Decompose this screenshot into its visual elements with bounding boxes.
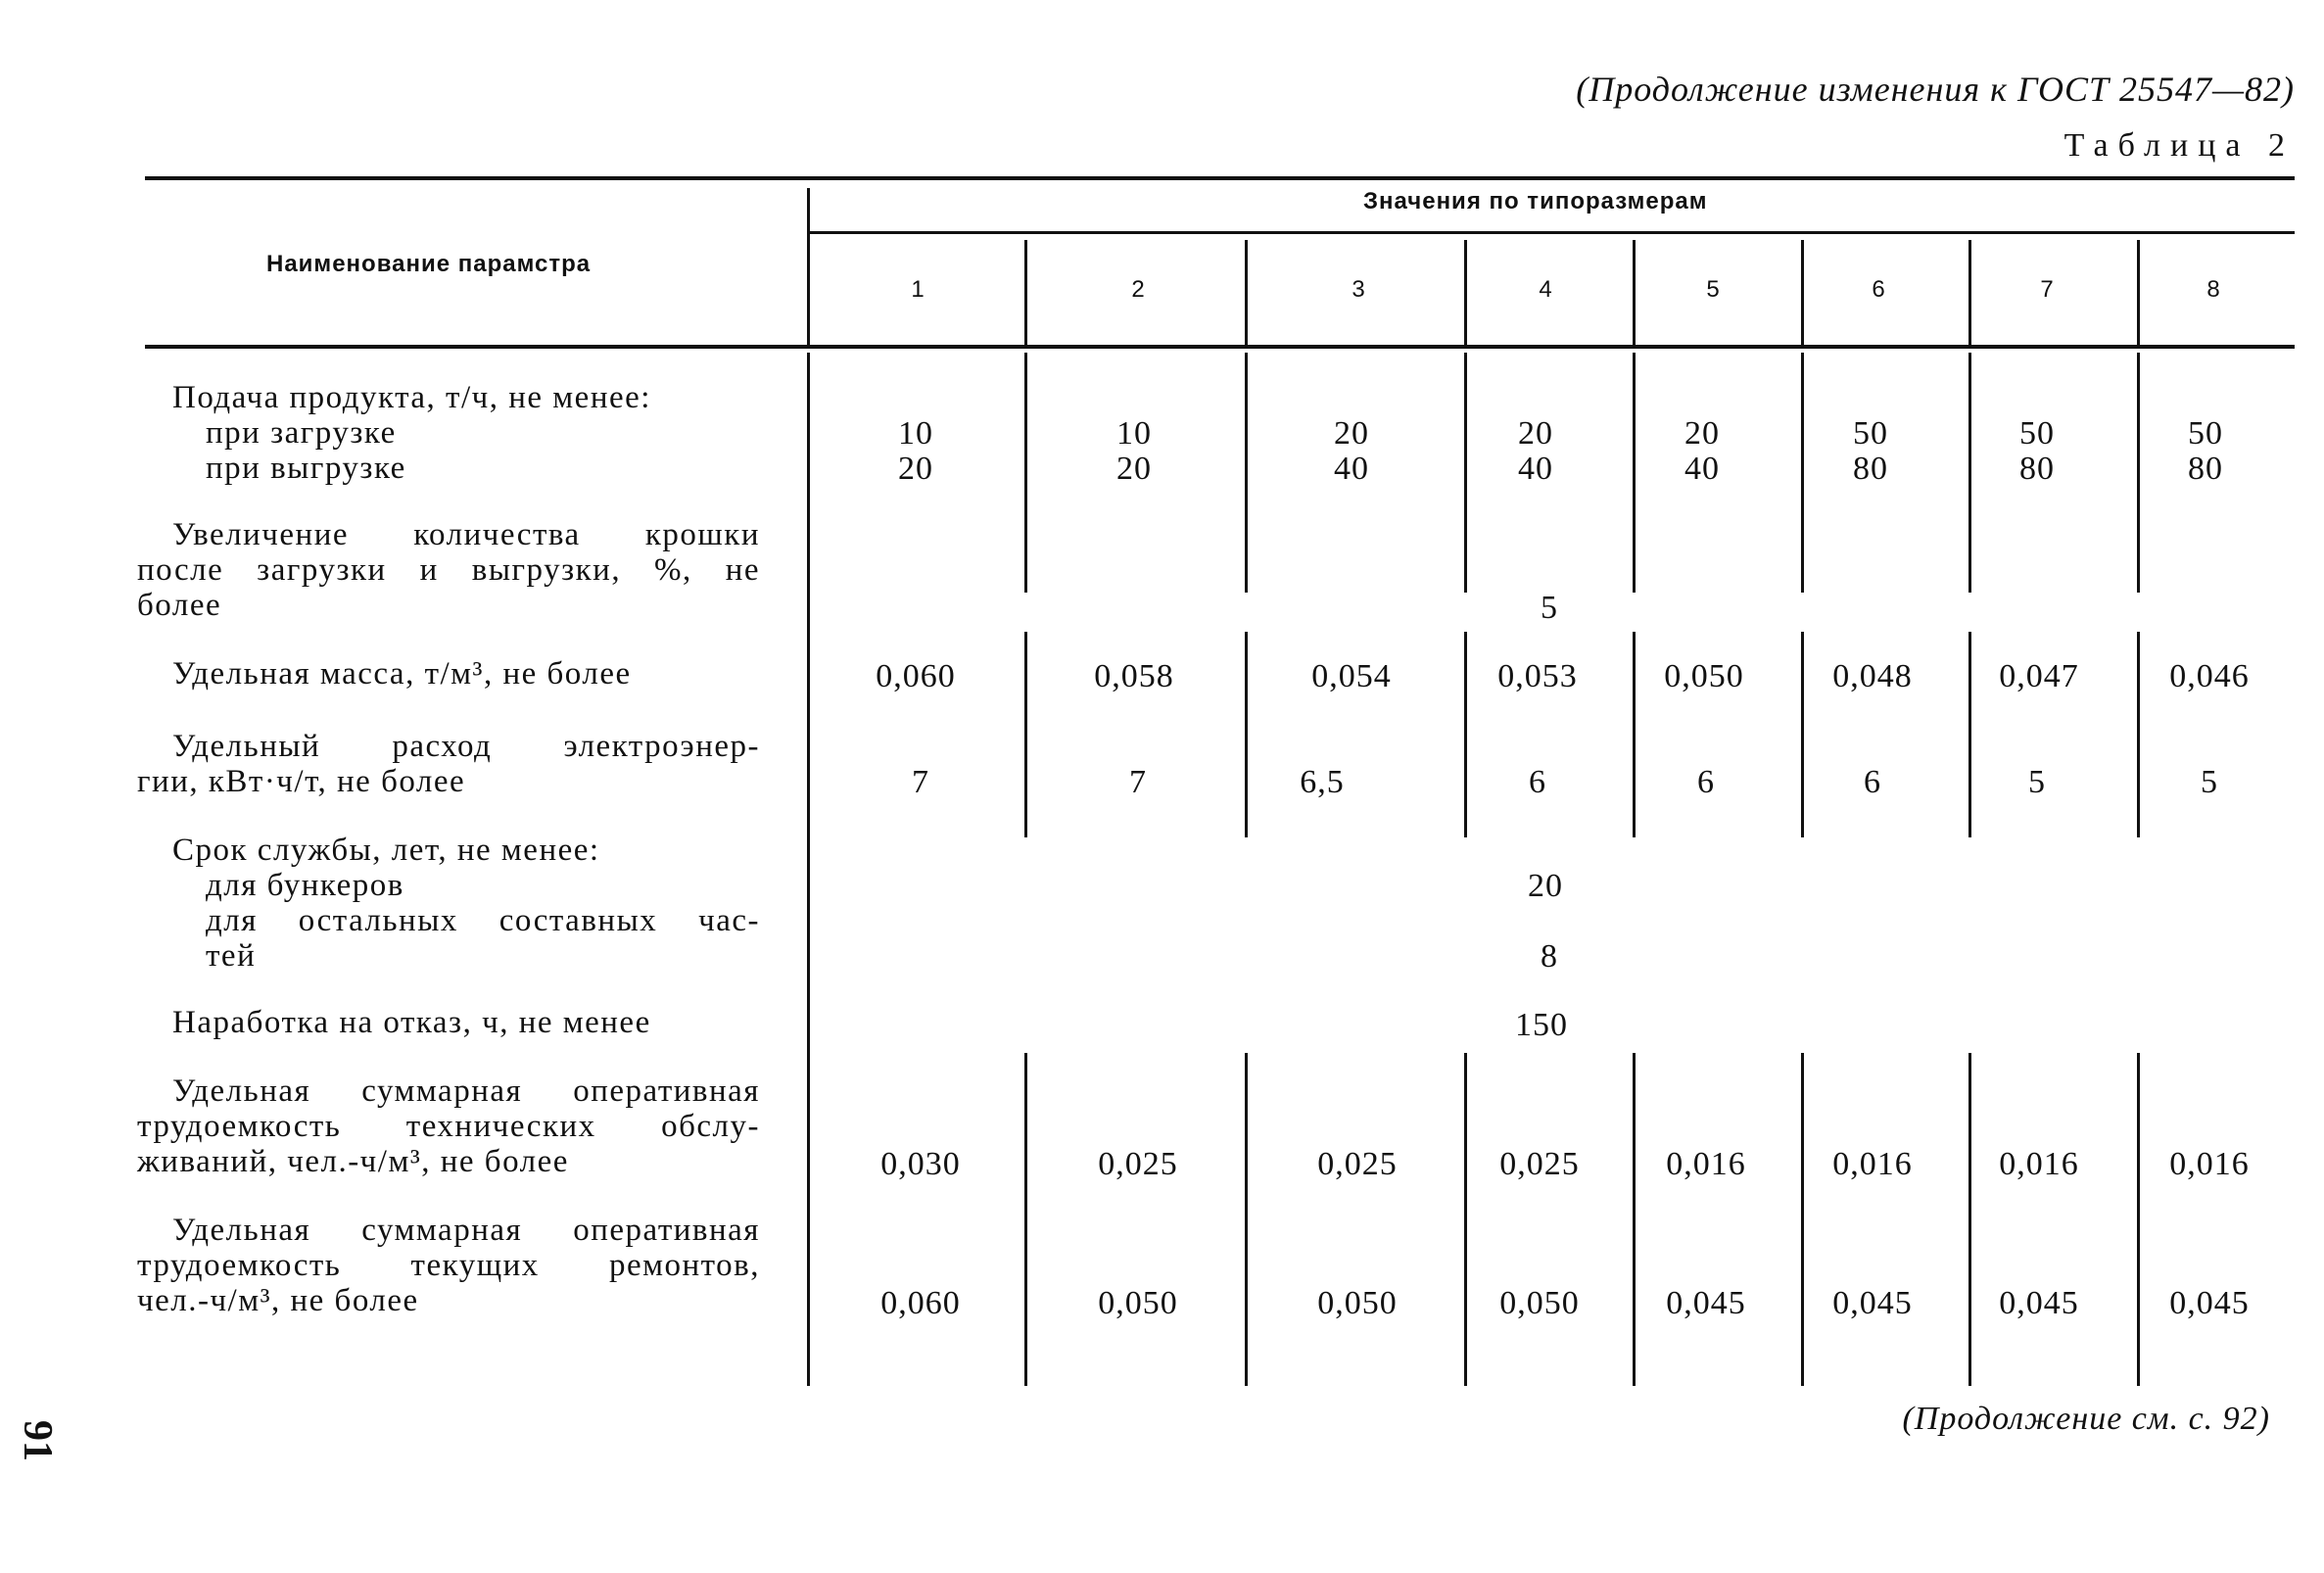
row-repairs-value-6: 0,045 (1832, 1285, 1913, 1321)
row-maintenance-value-4: 0,025 (1499, 1146, 1580, 1182)
body-divider-1c (1024, 1053, 1027, 1386)
body-divider-7a (2137, 353, 2140, 593)
row-service-life-bunkers-value: 20 (1528, 868, 1563, 904)
continuation-header: (Продолжение изменения к ГОСТ 25547—82) (1576, 70, 2295, 109)
header-divider-4 (1633, 240, 1636, 345)
row-repairs-value-1: 0,060 (880, 1285, 961, 1321)
row-energy-value-8: 5 (2201, 764, 2218, 800)
body-divider-1a (1024, 353, 1027, 593)
row-mass-value-1: 0,060 (876, 658, 956, 694)
row-maintenance-value-5: 0,016 (1666, 1146, 1746, 1182)
row-feed-load-value: 50 (2019, 415, 2055, 452)
row-mass-value-8: 0,046 (2169, 658, 2250, 694)
row-service-life-sub-other: для остальных составных час- (206, 903, 760, 938)
body-divider-4c (1633, 1053, 1636, 1386)
body-divider-5c (1801, 1053, 1804, 1386)
row-maintenance-value-2: 0,025 (1098, 1146, 1178, 1182)
column-number-7: 7 (2040, 276, 2054, 303)
row-service-life-other-value: 8 (1541, 938, 1558, 975)
row-service-life-sub-bunkers: для бункеров (206, 868, 404, 903)
param-column-header: Наименование парамстра (266, 251, 592, 277)
row-mass-value-6: 0,048 (1832, 658, 1913, 694)
body-divider-6b (1968, 632, 1971, 837)
row-maintenance-value-6: 0,016 (1832, 1146, 1913, 1182)
row-maintenance-value-1: 0,030 (880, 1146, 961, 1182)
table-label: Таблица 2 (2063, 127, 2295, 164)
row-mtbf-common-value: 150 (1515, 1007, 1568, 1043)
row-energy-name-line-1: Удельный расход электроэнер- (172, 729, 760, 764)
row-feed-load-value: 50 (1853, 415, 1888, 452)
column-number-5: 5 (1706, 276, 1720, 303)
row-feed-load-value: 20 (1334, 415, 1369, 452)
row-maintenance-value-3: 0,025 (1317, 1146, 1398, 1182)
row-mass-value-3: 0,054 (1311, 658, 1392, 694)
header-bottom-rule (145, 345, 2295, 349)
row-repairs-value-5: 0,045 (1666, 1285, 1746, 1321)
body-divider-1b (1024, 632, 1027, 837)
body-divider-3c (1464, 1053, 1467, 1386)
row-energy-value-5: 6 (1697, 764, 1715, 800)
row-feed-unload-value: 20 (1116, 451, 1152, 487)
body-divider-7b (2137, 632, 2140, 837)
row-maintenance-name-line-2: трудоемкость технических обслу- (137, 1109, 760, 1144)
body-divider-5b (1801, 632, 1804, 837)
header-divider-6 (1968, 240, 1971, 345)
column-number-2: 2 (1131, 276, 1145, 303)
row-feed-unload-value: 80 (2188, 451, 2223, 487)
row-feed-load-value: 20 (1518, 415, 1553, 452)
row-repairs-name-line-1: Удельная суммарная оперативная (172, 1213, 760, 1248)
row-service-life-sub-other-cont: тей (206, 938, 257, 974)
body-divider-2c (1245, 1053, 1248, 1386)
row-mtbf-name: Наработка на отказ, ч, не менее (172, 1005, 651, 1040)
body-divider-6c (1968, 1053, 1971, 1386)
row-service-life-name: Срок службы, лет, не менее: (172, 833, 600, 868)
body-divider-2b (1245, 632, 1248, 837)
row-energy-value-1: 7 (912, 764, 929, 800)
row-maintenance-value-7: 0,016 (1999, 1146, 2079, 1182)
row-feed-name: Подача продукта, т/ч, не менее: (172, 380, 651, 415)
row-feed-unload-value: 80 (2019, 451, 2055, 487)
row-maintenance-name-line-3: живаний, чел.-ч/м³, не более (137, 1144, 569, 1179)
row-feed-unload-value: 40 (1684, 451, 1720, 487)
column-number-6: 6 (1872, 276, 1885, 303)
row-repairs-value-2: 0,050 (1098, 1285, 1178, 1321)
row-repairs-name-line-2: трудоемкость текущих ремонтов, (137, 1248, 760, 1283)
header-divider-3 (1464, 240, 1467, 345)
page-number: 91 (15, 1420, 60, 1461)
row-mass-value-4: 0,053 (1497, 658, 1578, 694)
row-repairs-value-7: 0,045 (1999, 1285, 2079, 1321)
body-divider-5a (1801, 353, 1804, 593)
row-feed-sub-load: при загрузке (206, 415, 397, 451)
row-crumb-name-line-2: после загрузки и выгрузки, %, не (137, 552, 760, 588)
row-mass-value-2: 0,058 (1094, 658, 1174, 694)
continuation-footer: (Продолжение см. с. 92) (1902, 1401, 2270, 1437)
row-feed-unload-value: 40 (1518, 451, 1553, 487)
row-energy-value-2: 7 (1129, 764, 1147, 800)
header-divider-2 (1245, 240, 1248, 345)
row-energy-value-6: 6 (1864, 764, 1881, 800)
body-divider-4b (1633, 632, 1636, 837)
row-crumb-common-value: 5 (1541, 590, 1558, 626)
body-divider-2a (1245, 353, 1248, 593)
body-divider-3a (1464, 353, 1467, 593)
body-divider-6a (1968, 353, 1971, 593)
column-number-1: 1 (911, 276, 925, 303)
values-column-header: Значения по типоразмерам (1363, 188, 1708, 214)
body-divider-3b (1464, 632, 1467, 837)
table-top-rule (145, 176, 2295, 180)
row-maintenance-name-line-1: Удельная суммарная оперативная (172, 1073, 760, 1109)
row-energy-name-line-2: гии, кВт·ч/т, не более (137, 764, 466, 799)
row-mass-name: Удельная масса, т/м³, не более (172, 656, 632, 691)
row-energy-value-4: 6 (1529, 764, 1546, 800)
row-feed-sub-unload: при выгрузке (206, 451, 406, 486)
row-maintenance-value-8: 0,016 (2169, 1146, 2250, 1182)
row-repairs-value-3: 0,050 (1317, 1285, 1398, 1321)
row-energy-value-7: 5 (2028, 764, 2046, 800)
row-feed-unload-value: 80 (1853, 451, 1888, 487)
header-sub-rule (809, 231, 2295, 234)
column-number-3: 3 (1352, 276, 1365, 303)
row-repairs-value-8: 0,045 (2169, 1285, 2250, 1321)
row-energy-value-3: 6,5 (1300, 764, 1345, 800)
column-number-8: 8 (2206, 276, 2220, 303)
header-divider-5 (1801, 240, 1804, 345)
row-repairs-value-4: 0,050 (1499, 1285, 1580, 1321)
row-feed-load-value: 50 (2188, 415, 2223, 452)
header-divider-1 (1024, 240, 1027, 345)
row-feed-unload-value: 40 (1334, 451, 1369, 487)
body-divider-7c (2137, 1053, 2140, 1386)
row-feed-load-value: 20 (1684, 415, 1720, 452)
row-crumb-name-line-3: более (137, 588, 222, 623)
row-feed-unload-value: 20 (898, 451, 933, 487)
body-divider-4a (1633, 353, 1636, 593)
body-divider-param (807, 353, 810, 1386)
row-feed-load-value: 10 (1116, 415, 1152, 452)
row-feed-load-value: 10 (898, 415, 933, 452)
row-repairs-name-line-3: чел.-ч/м³, не более (137, 1283, 419, 1318)
header-divider-param (807, 188, 810, 345)
row-mass-value-7: 0,047 (1999, 658, 2079, 694)
row-mass-value-5: 0,050 (1664, 658, 1744, 694)
row-crumb-name-line-1: Увеличение количества крошки (172, 517, 760, 552)
header-divider-7 (2137, 240, 2140, 345)
column-number-4: 4 (1539, 276, 1552, 303)
